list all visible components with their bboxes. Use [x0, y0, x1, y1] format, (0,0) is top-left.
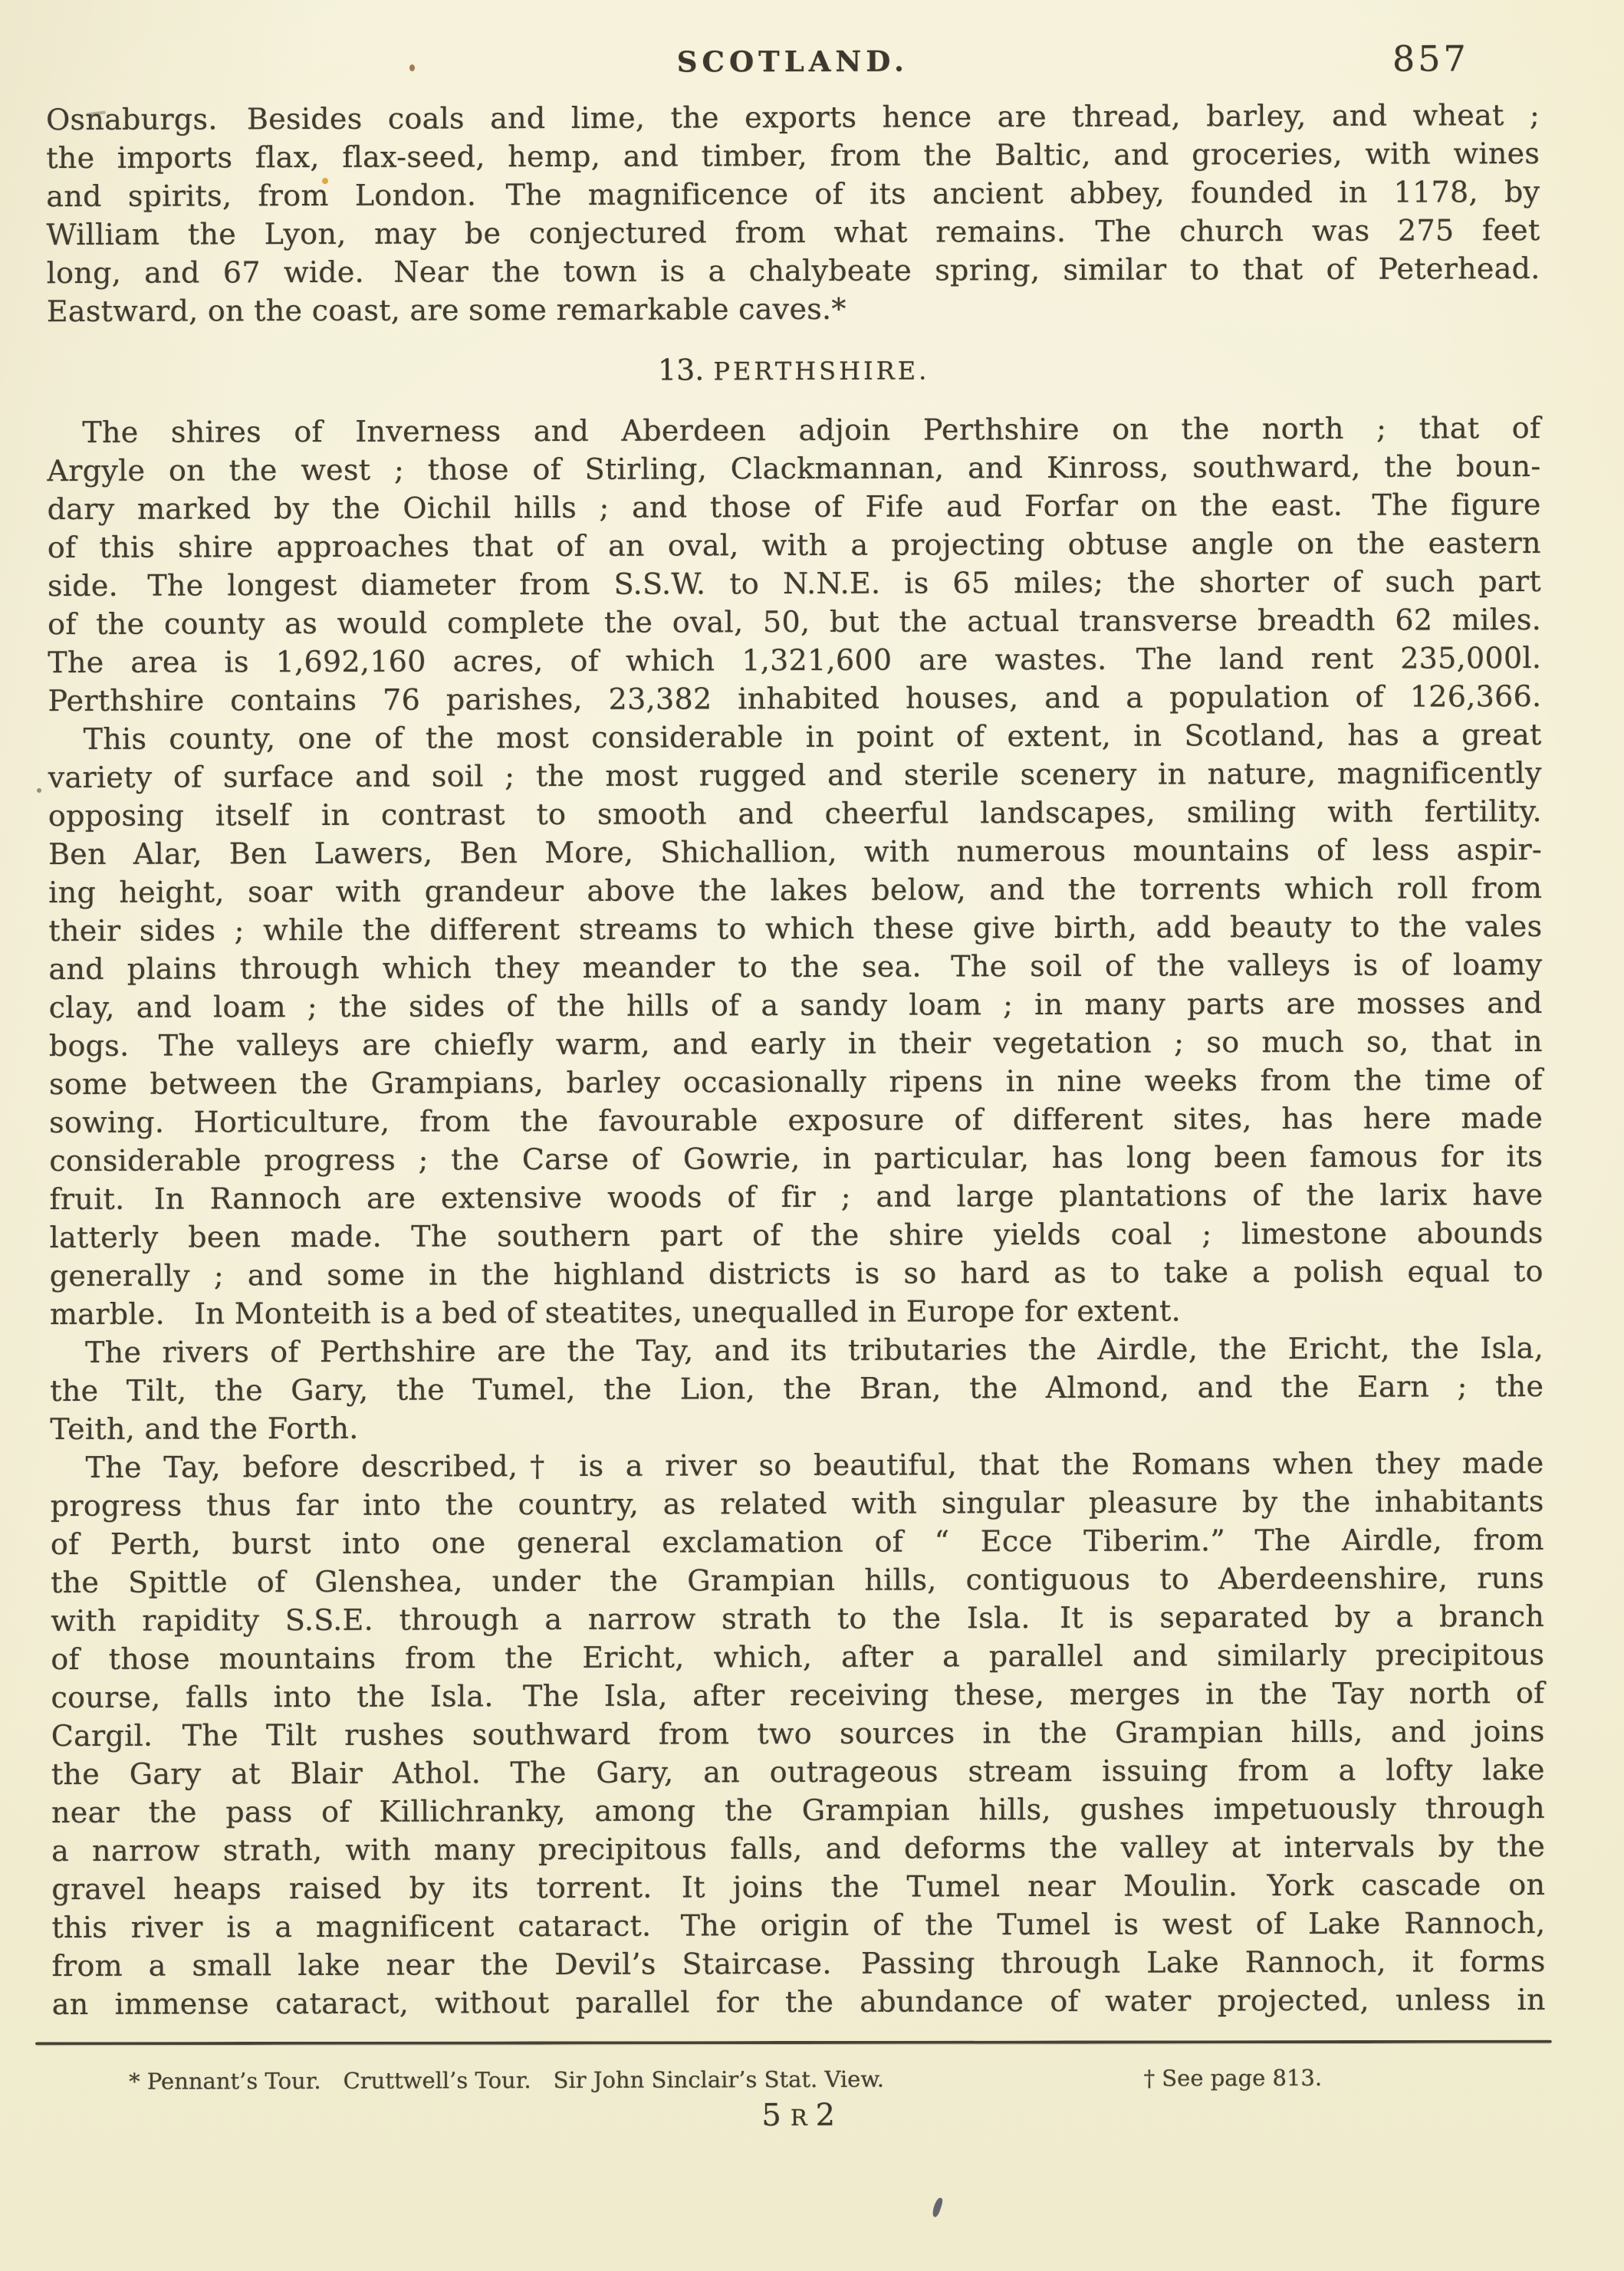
text-line: and spirits, from London. The magnificence of its ancient abbey, founded in 1178, by	[46, 174, 1540, 214]
page-header	[46, 38, 1540, 82]
text-line: the imports flax, flax-seed, hemp, and timber, from the Baltic, and groceries, with wines	[46, 136, 1540, 176]
text-line: clay, and loam ; the sides of the hills of a sandy loam ; in many parts are mosses and	[48, 985, 1543, 1025]
text-line: considerable progress ; the Carse of Gowrie, in particular, has long been famous for its	[49, 1139, 1543, 1178]
text-line: sowing. Horticulture, from the favourable exposure of different sites, has here made	[49, 1100, 1543, 1140]
text-line: near the pass of Killichranky, among the Grampian hills, gushes impetuously through	[51, 1790, 1546, 1830]
running-head: SCOTLAND.	[676, 44, 909, 79]
text-line: Teith, and the Forth.	[50, 1411, 359, 1447]
signature-right: 2	[815, 2097, 837, 2133]
text-line: some between the Grampians, barley occasionally ripens in nine weeks from the time of	[48, 1062, 1543, 1102]
paragraph	[46, 96, 1540, 330]
text-line: bogs. The valleys are chiefly warm, and early in their vegetation ; so much so, that in	[48, 1024, 1543, 1063]
text-line: Cargil. The Tilt rushes southward from two sources in the Grampian hills, and joins	[51, 1714, 1545, 1753]
text-line: course, falls into the Isla. The Isla, after receiving these, merges in the Tay north of	[51, 1675, 1545, 1715]
text-line: ing height, soar with grandeur above the lakes below, and the torrents which roll from	[48, 870, 1543, 910]
text-line: dary marked by the Oichil hills ; and those of Fife aud Forfar on the east. The figure	[47, 487, 1541, 527]
text-line: variety of surface and soil ; the most rugged and sterile scenery in nature, magnificently	[48, 755, 1542, 795]
text-line: latterly been made. The southern part of the shire yields coal ; limestone abounds	[49, 1215, 1543, 1255]
section-title: PERTHSHIRE.	[713, 356, 930, 386]
text-block	[45, 38, 1547, 2135]
text-line: gravel heaps raised by its torrent. It joins the Tumel near Moulin. York cascade on	[51, 1867, 1546, 1907]
text-line: The Tay, before described,† is a river so beautiful, that the Romans when they made	[85, 1445, 1544, 1484]
text-line: of Perth, burst into one general exclamation of “ Ecce Tiberim.” The Airdle, from	[50, 1522, 1544, 1562]
text-line: of those mountains from the Ericht, which, after a parallel and similarly precipitous	[51, 1637, 1545, 1677]
text-line: The area is 1,692,160 acres, of which 1,321,600 are wastes. The land rent 235,000l.	[48, 640, 1542, 680]
paragraph	[47, 409, 1541, 720]
text-line: generally ; and some in the highland districts is so hard as to take a polish equal to	[49, 1254, 1543, 1293]
text-line: Osnaburgs. Besides coals and lime, the exports hence are thread, barley, and wheat ;	[45, 97, 1540, 137]
footnote-crossref: † See page 813.	[1143, 2064, 1323, 2092]
text-line: their sides ; while the different streams to which these give birth, add beauty to the vales	[48, 909, 1543, 948]
page-number: 857	[1392, 38, 1469, 80]
text-line: side. The longest diameter from S.S.W. to N.N.E. is 65 miles; the shorter of such part	[47, 564, 1541, 603]
footnote-row	[52, 2062, 1546, 2097]
text-line: William the Lyon, may be conjectured from what remains. The church was 275 feet	[46, 212, 1540, 252]
text-line: Argyle on the west ; those of Stirling, Clackmannan, and Kinross, southward, the boun-	[47, 449, 1541, 488]
text-line: this river is a magnificent cataract. The origin of the Tumel is west of Lake Rannoch,	[51, 1905, 1546, 1945]
paragraph	[50, 1329, 1543, 1448]
ink-speck	[37, 788, 41, 793]
text-line: Perthshire contains 76 parishes, 23,382 inhabited houses, and a population of 126,366.	[48, 679, 1542, 718]
text-line: This county, one of the most considerable in point of extent, in Scotland, has a great	[83, 717, 1542, 756]
signature-mid: R	[790, 2104, 808, 2131]
text-line: the Tilt, the Gary, the Tumel, the Lion, the Bran, the Almond, and the Earn ; the	[50, 1369, 1544, 1408]
text-line: of this shire approaches that of an oval, with a projecting obtuse angle on the eastern	[47, 525, 1541, 565]
text-line: Eastward, on the coast, are some remarkable caves.*	[46, 291, 847, 329]
section-heading	[47, 349, 1540, 396]
signature-left: 5	[761, 2098, 783, 2134]
page-content	[46, 96, 1546, 2023]
footnote-rule	[35, 2040, 1552, 2046]
text-line: The rivers of Perthshire are the Tay, and its tributaries the Airdle, the Ericht, the Isla,	[85, 1330, 1544, 1369]
text-line: Ben Alar, Ben Lawers, Ben More, Shichallion, with numerous mountains of less aspir-	[48, 832, 1543, 872]
text-line: the Gary at Blair Athol. The Gary, an outrageous stream issuing from a lofty lake	[51, 1752, 1545, 1792]
paragraph	[50, 1444, 1545, 2023]
text-line: from a small lake near the Devil’s Staircase. Passing through Lake Rannoch, it forms	[51, 1944, 1546, 1983]
paragraph	[48, 715, 1543, 1333]
signature-mark	[52, 2095, 1546, 2135]
text-line: marble. In Monteith is a bed of steatites, unequalled in Europe for extent.	[49, 1293, 1182, 1332]
text-line: opposing itself in contrast to smooth and cheerful landscapes, smiling with fertility.	[48, 794, 1542, 833]
text-line: fruit. In Rannoch are extensive woods of fir ; and large plantations of the larix have	[49, 1177, 1543, 1217]
text-line: the Spittle of Glenshea, under the Grampian hills, contiguous to Aberdeenshire, runs	[50, 1560, 1545, 1600]
ink-speck	[931, 2197, 944, 2218]
section-number: 13.	[657, 353, 714, 387]
text-line: with rapidity S.S.E. through a narrow strath to the Isla. It is separated by a branch	[51, 1599, 1545, 1638]
text-line: progress thus far into the country, as related with singular pleasure by the inhabitants	[50, 1484, 1544, 1523]
text-line: and plains through which they meander to the sea. The soil of the valleys is of loamy	[48, 947, 1543, 987]
footnote-sources: * Pennant’s Tour. Cruttwell’s Tour. Sir John Sinclair’s Stat. View.	[129, 2066, 884, 2095]
text-line: of the county as would complete the oval, 50, but the actual transverse breadth 62 miles.	[48, 602, 1542, 642]
text-line: long, and 67 wide. Near the town is a chalybeate spring, similar to that of Peterhead.	[46, 251, 1540, 291]
text-line: an immense cataract, without parallel for the abundance of water projected, unless in	[51, 1982, 1546, 2022]
text-line: a narrow strath, with many precipitous falls, and deforms the valley at intervals by the	[51, 1829, 1546, 1868]
text-line: The shires of Inverness and Aberdeen adjoin Perthshire on the north ; that of	[82, 410, 1541, 449]
